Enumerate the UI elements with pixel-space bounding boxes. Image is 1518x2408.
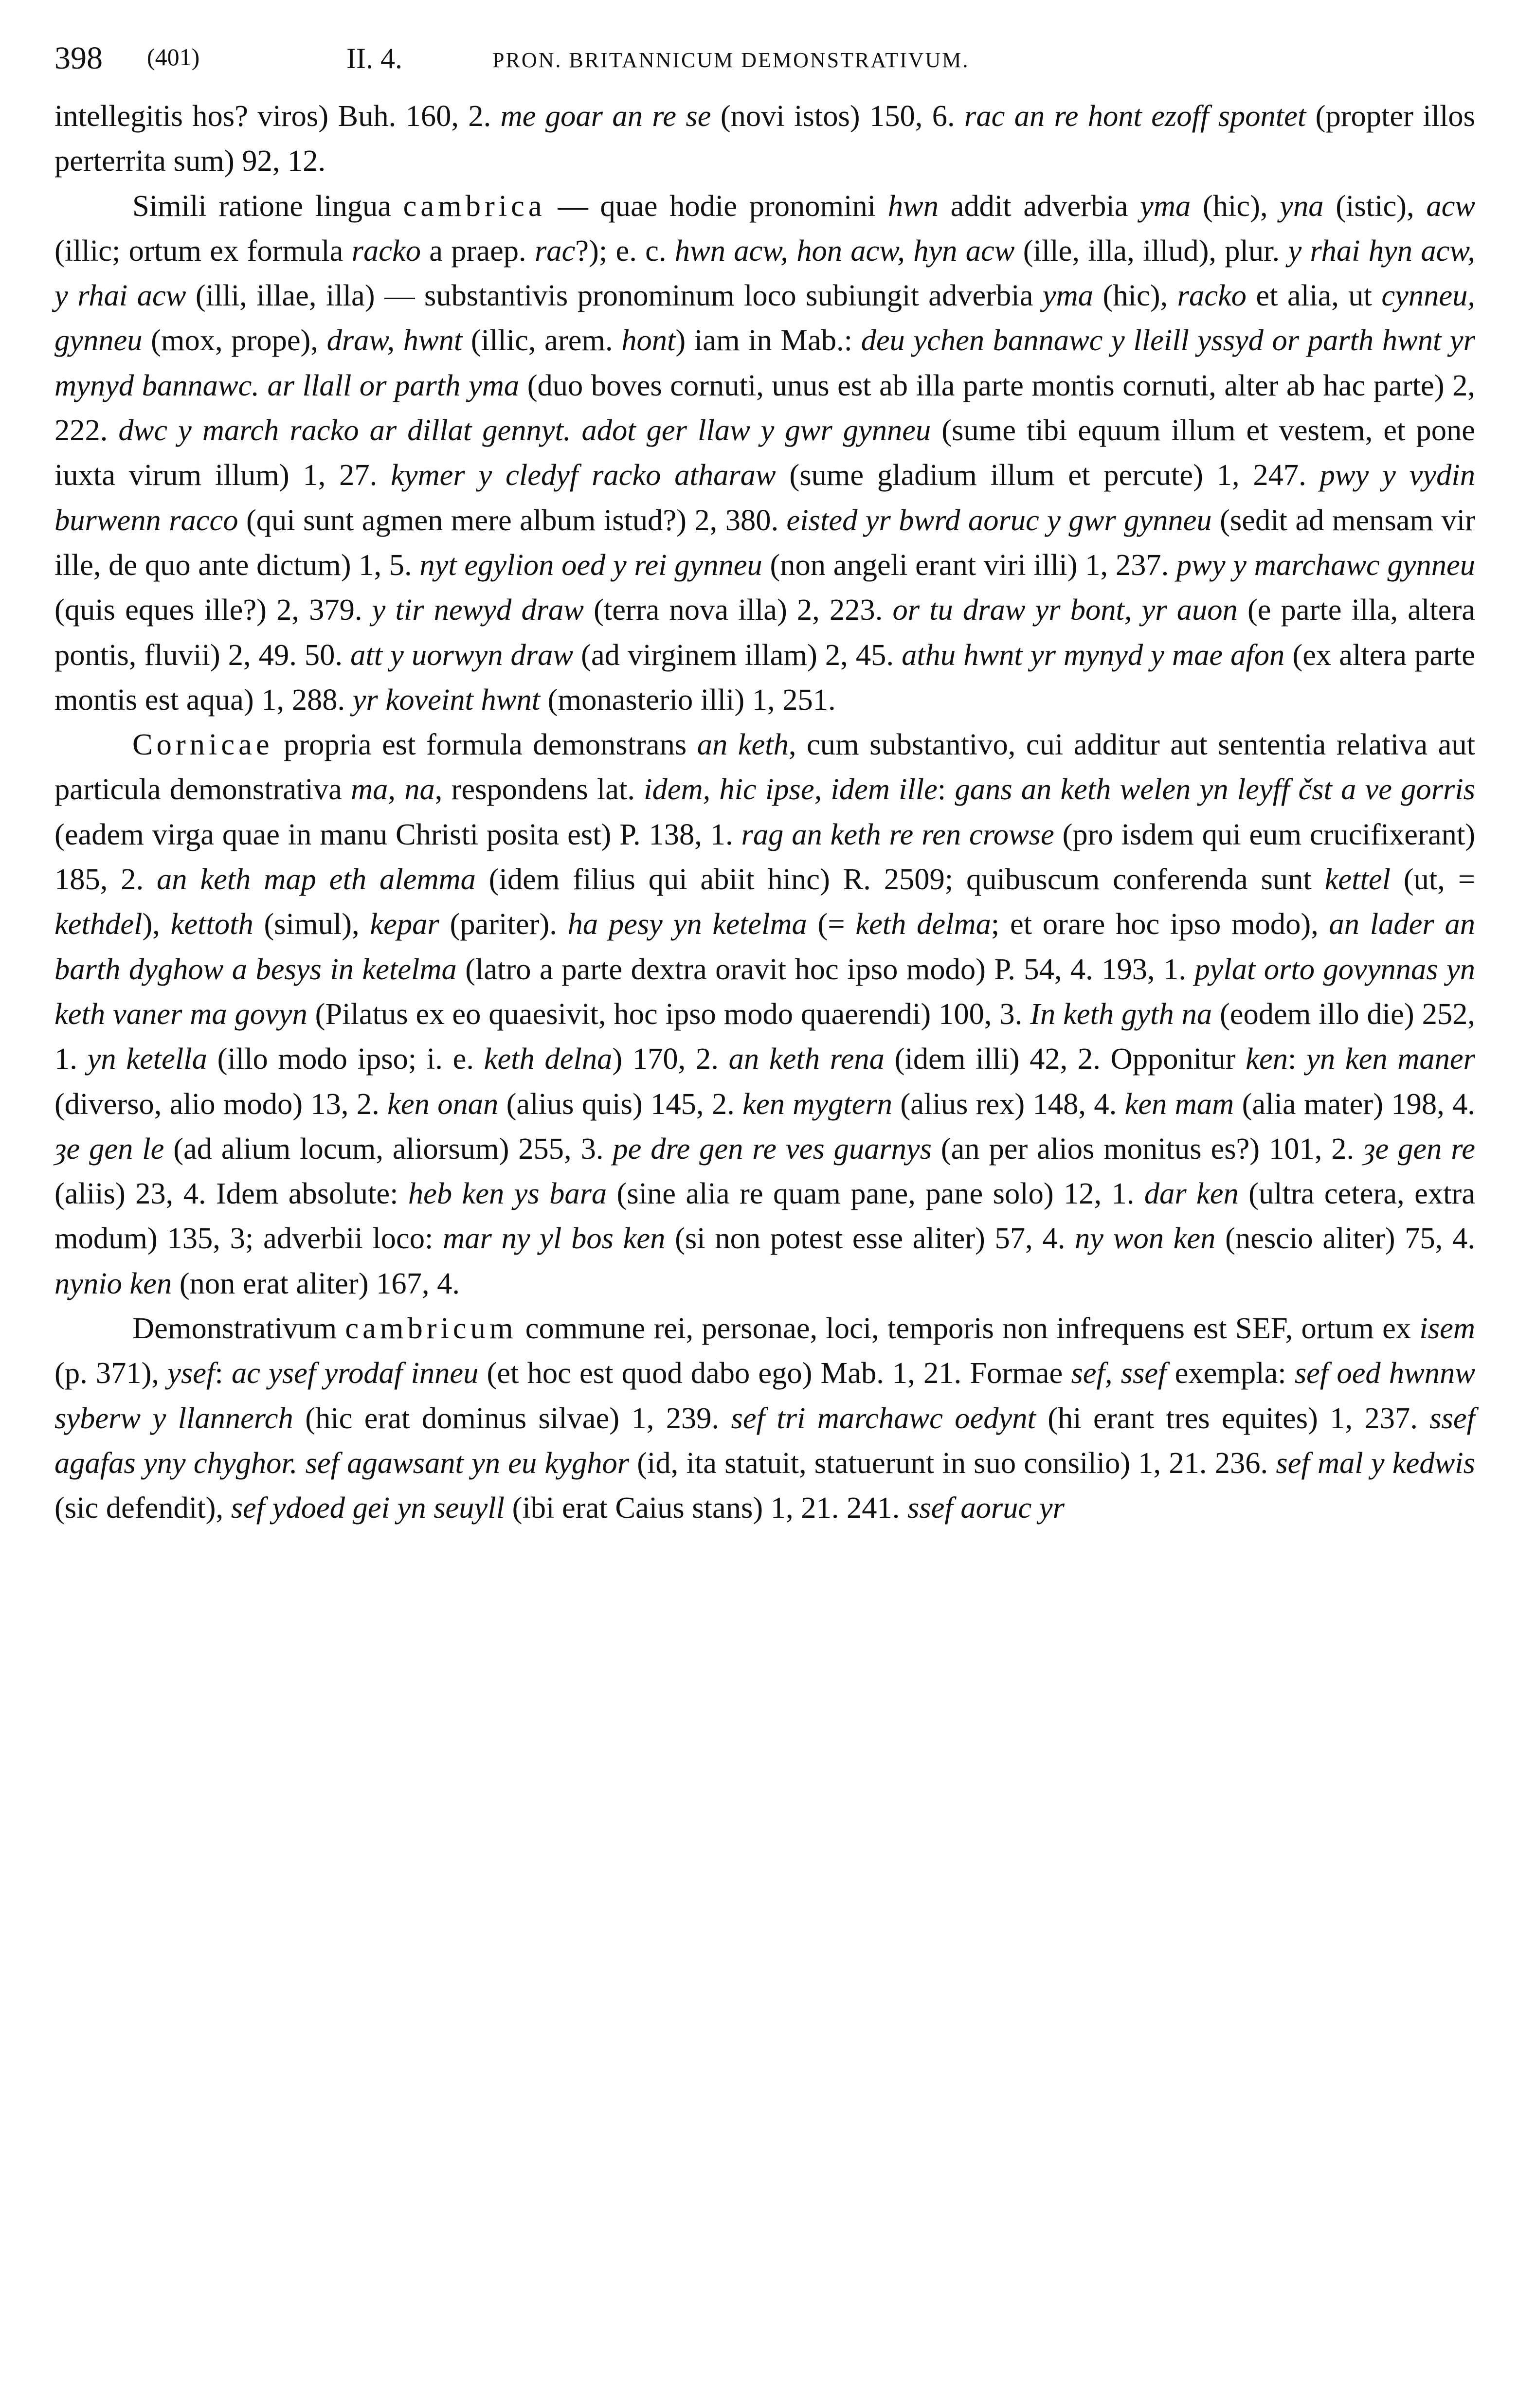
text-run: (ad virginem illam) 2, 45.	[573, 637, 902, 672]
italic-text: nynio ken	[54, 1266, 172, 1300]
italic-text: yn ken maner	[1306, 1042, 1476, 1076]
text-run: (idem filius qui abiit hinc) R. 2509; quibuscum conferenda sunt	[475, 862, 1325, 897]
text-run: ) 170, 2.	[612, 1042, 729, 1076]
italic-text: keth delma	[855, 907, 991, 941]
italic-text: hont	[621, 323, 676, 358]
italic-text: dar ken	[1144, 1176, 1239, 1211]
text-run: Simili ratione lingua	[132, 188, 403, 223]
text-run: Demonstrativum	[132, 1311, 345, 1346]
text-run: (nescio aliter) 75, 4.	[1215, 1221, 1475, 1256]
italic-text: sef mal y kedwis	[1276, 1445, 1475, 1480]
text-run: (hic),	[1093, 278, 1177, 313]
italic-text: yma	[1140, 188, 1191, 223]
italic-text: an keth rena	[728, 1042, 885, 1076]
text-run: — quae hodie pronomini	[545, 188, 888, 223]
italic-text: nyt egylion oed y rei gynneu	[419, 547, 762, 582]
text-run: (propter illos perterrita sum) 92, 12.	[54, 99, 1476, 178]
italic-text: sef ydoed gei yn seuyll	[231, 1491, 505, 1525]
italic-text: deu ychen bannawc y lleill yssyd or parth hwnt yr mynyd bannawc. ar llall or parth yma	[54, 323, 1475, 402]
text-run: et alia, ut	[1246, 278, 1382, 313]
italic-text: dwc y march racko ar dillat gennyt. adot ger llaw y gwr gynneu	[118, 413, 931, 448]
text-run: (e parte illa, altera pontis, fluvii) 2, 49. 50.	[54, 593, 1476, 672]
italic-text: me goar an re se	[500, 99, 711, 133]
text-run: (duo boves cornuti, unus est ab illa parte montis cornuti, alter ab hac parte) 2, 222.	[54, 368, 1475, 448]
italic-text: ȝe gen le	[54, 1131, 164, 1166]
text-run: (hic erat dominus silvae) 1, 239.	[293, 1401, 731, 1435]
italic-text: heb ken ys bara	[408, 1176, 607, 1211]
text-run: (quis eques ille?) 2, 379.	[54, 593, 372, 627]
section-number: II. 4.	[346, 42, 402, 74]
text-run: (an per alios monitus es?) 101, 2.	[931, 1131, 1364, 1166]
italic-text: athu hwnt yr mynyd y mae afon	[902, 637, 1285, 672]
spaced-text: cambrica	[403, 188, 546, 223]
italic-text: hwn	[887, 188, 939, 223]
text-run: (illi, illae, illa) — substantivis pronominum loco subiungit adverbia	[186, 278, 1043, 313]
text-run: (aliis) 23, 4. Idem absolute:	[54, 1176, 408, 1211]
page-number: 398	[54, 40, 103, 76]
italic-text: ȝe gen re	[1363, 1131, 1476, 1166]
text-run: ) iam in Mab.:	[675, 323, 861, 358]
text-run: (ultra cetera, extra modum) 135, 3; adverbii loco:	[54, 1176, 1475, 1256]
text-run: (eodem illo die) 252, 1.	[54, 996, 1475, 1076]
text-run: (et hoc est quod dabo ego) Mab. 1, 21. Formae	[478, 1356, 1071, 1390]
italic-text: ssef agafas yny chyghor. sef agawsant yn eu kyghor	[54, 1401, 1475, 1480]
text-run: , cum substantivo, cui additur aut sententia relativa aut particula demonstrativa	[54, 727, 1475, 807]
italic-text: ken	[1246, 1042, 1288, 1076]
italic-text: gans an keth welen yn leyff čst a ve gorris	[955, 772, 1475, 807]
italic-text: kepar	[370, 907, 439, 941]
text-run: (hic),	[1191, 188, 1280, 223]
text-run: commune rei, personae, loci, temporis non infrequens est SEF, ortum ex	[517, 1311, 1420, 1346]
italic-text: an lader an barth dyghow a besys in ketelma	[54, 907, 1475, 986]
text-run: (qui sunt agmen mere album istud?) 2, 380.	[238, 503, 787, 537]
text-run: (illic, arem.	[462, 323, 622, 358]
italic-text: pe dre gen re ves guarnys	[613, 1131, 932, 1166]
italic-text: ny won ken	[1075, 1221, 1216, 1256]
text-run: (simul),	[253, 907, 370, 941]
text-run: (illic; ortum ex formula	[54, 233, 352, 268]
italic-text: kymer y cledyf racko atharaw	[391, 458, 776, 492]
text-run: ?); e. c.	[575, 233, 675, 268]
italic-text: sef tri marchawc oedynt	[731, 1401, 1036, 1435]
italic-text: keth delna	[484, 1042, 613, 1076]
italic-text: ken onan	[387, 1086, 499, 1121]
italic-text: yn ketella	[87, 1042, 207, 1076]
italic-text: ha pesy yn ketelma	[567, 907, 807, 941]
text-run: (monasterio illi) 1, 251.	[540, 682, 836, 717]
text-run: (sume tibi equum illum et vestem, et pone iuxta virum illum) 1, 27.	[54, 413, 1475, 492]
page	[54, 25, 1475, 1530]
italic-text: or tu draw yr bont, yr auon	[892, 593, 1238, 627]
text-run: (novi istos) 150, 6.	[711, 99, 965, 133]
text-run: (ad alium locum, aliorsum) 255, 3.	[164, 1131, 613, 1166]
italic-text: pwy y marchawc gynneu	[1176, 547, 1475, 582]
italic-text: acw	[1426, 188, 1475, 223]
text-run: (latro a parte dextra oravit hoc ipso modo) P. 54, 4. 193, 1.	[456, 952, 1195, 986]
italic-text: racko	[351, 233, 421, 268]
text-run: ),	[142, 907, 171, 941]
text-run: (pariter).	[439, 907, 568, 941]
text-run: (ut, =	[1390, 862, 1475, 897]
spaced-text: cambricum	[345, 1311, 517, 1346]
text-run: (alius rex) 148, 4.	[892, 1086, 1125, 1121]
running-title: PRON. BRITANNICUM DEMONSTRATIVUM.	[492, 48, 970, 72]
italic-text: an keth	[697, 727, 789, 762]
italic-text: ken mam	[1124, 1086, 1234, 1121]
text-run: , respondens lat.	[434, 772, 644, 807]
italic-text: kettoth	[170, 907, 253, 941]
text-run: exempla:	[1166, 1356, 1295, 1390]
text-run: :	[937, 772, 955, 807]
text-run: (sedit ad mensam vir ille, de quo ante dictum) 1, 5.	[54, 503, 1475, 582]
italic-text: isem	[1419, 1311, 1475, 1346]
italic-text: y tir newyd draw	[372, 593, 584, 627]
text-run: (alia mater) 198, 4.	[1234, 1086, 1476, 1121]
italic-text: racko	[1177, 278, 1247, 313]
italic-text: att y uorwyn draw	[350, 637, 574, 672]
text-run: (illo modo ipso; i. e.	[207, 1042, 484, 1076]
italic-text: ma, na	[351, 772, 435, 807]
text-run: :	[1288, 1042, 1307, 1076]
paragraph	[54, 93, 1475, 183]
paragraph	[54, 183, 1475, 722]
paragraph	[54, 722, 1475, 1306]
italic-text: sef, ssef	[1071, 1356, 1167, 1390]
text-run: (non angeli erant viri illi) 1, 237.	[762, 547, 1176, 582]
spaced-text: Cornicae	[132, 727, 273, 762]
italic-text: mar ny yl bos ken	[443, 1221, 666, 1256]
text-run: propria est formula demonstrans	[273, 727, 697, 762]
italic-text: idem, hic ipse, idem ille	[644, 772, 938, 807]
italic-text: ken mygtern	[742, 1086, 893, 1121]
italic-text: hwn acw, hon acw, hyn acw	[674, 233, 1015, 268]
italic-text: pylat orto govynnas yn keth vaner ma govyn	[54, 952, 1475, 1031]
italic-text: yna	[1280, 188, 1324, 223]
text-run: (hi erant tres equites) 1, 237.	[1035, 1401, 1430, 1435]
italic-text: cynneu, gynneu	[54, 278, 1475, 358]
text-run: (mox, prope),	[142, 323, 327, 358]
text-run: (diverso, alio modo) 13, 2.	[54, 1086, 388, 1121]
text-run: :	[215, 1356, 232, 1390]
italic-text: ysef	[167, 1356, 215, 1390]
text-run: (terra nova illa) 2, 223.	[583, 593, 893, 627]
italic-text: yma	[1042, 278, 1094, 313]
italic-text: kettel	[1324, 862, 1391, 897]
text-run: (pro isdem qui eum crucifixerant) 185, 2.	[54, 817, 1476, 897]
text-run: (eadem virga quae in manu Christi posita est) P. 138, 1.	[54, 817, 741, 851]
italic-text: rac an re hont ezoff spontet	[964, 99, 1306, 133]
italic-text: eisted yr bwrd aoruc y gwr gynneu	[786, 503, 1212, 537]
running-header	[54, 25, 1475, 93]
text-run: a praep.	[420, 233, 535, 268]
text-run: intellegitis hos? viros) Buh. 160, 2.	[54, 99, 501, 133]
italic-text: rac	[534, 233, 576, 268]
italic-text: yr koveint hwnt	[352, 682, 541, 717]
text-run: (alius quis) 145, 2.	[498, 1086, 743, 1121]
italic-text: pwy y vydin burwenn racco	[54, 458, 1475, 537]
text-run: (Pilatus ex eo quaesivit, hoc ipso modo quaerendi) 100, 3.	[307, 996, 1030, 1031]
text-run: (p. 371),	[54, 1356, 168, 1390]
text-run: (istic),	[1323, 188, 1427, 223]
italic-text: draw, hwnt	[326, 323, 463, 358]
text-run: (ex altera parte montis est aqua) 1, 288.	[54, 637, 1475, 717]
paragraph	[54, 1306, 1475, 1530]
text-run: (sic defendit),	[54, 1491, 231, 1525]
text-run: (=	[807, 907, 856, 941]
text-run: (ille, illa, illud), plur.	[1014, 233, 1288, 268]
text-run: (non erat aliter) 167, 4.	[172, 1266, 460, 1300]
italic-text: ac ysef yrodaf inneu	[231, 1356, 479, 1390]
italic-text: ssef aoruc yr	[907, 1491, 1065, 1525]
italic-text: y rhai hyn acw, y rhai acw	[54, 233, 1475, 313]
text-run: (id, ita statuit, statuerunt in suo consilio) 1, 21. 236.	[629, 1445, 1276, 1480]
text-run: (sume gladium illum et percute) 1, 247.	[776, 458, 1320, 492]
text-run: ; et orare hoc ipso modo),	[991, 907, 1329, 941]
italic-text: an keth map eth alemma	[156, 862, 476, 897]
italic-text: kethdel	[54, 907, 143, 941]
body-text	[54, 93, 1475, 1530]
italic-text: In keth gyth na	[1030, 996, 1212, 1031]
text-run: addit adverbia	[938, 188, 1140, 223]
text-run: (si non potest esse aliter) 57, 4.	[665, 1221, 1075, 1256]
italic-text: rag an keth re ren crowse	[741, 817, 1054, 851]
italic-text: sef oed hwnnw syberw y llannerch	[54, 1356, 1475, 1435]
alt-page-number: (401)	[147, 43, 200, 71]
text-run: (ibi erat Caius stans) 1, 21. 241.	[505, 1491, 908, 1525]
text-run: (sine alia re quam pane, pane solo) 12, 1.	[607, 1176, 1144, 1211]
text-run: (idem illi) 42, 2. Opponitur	[884, 1042, 1246, 1076]
